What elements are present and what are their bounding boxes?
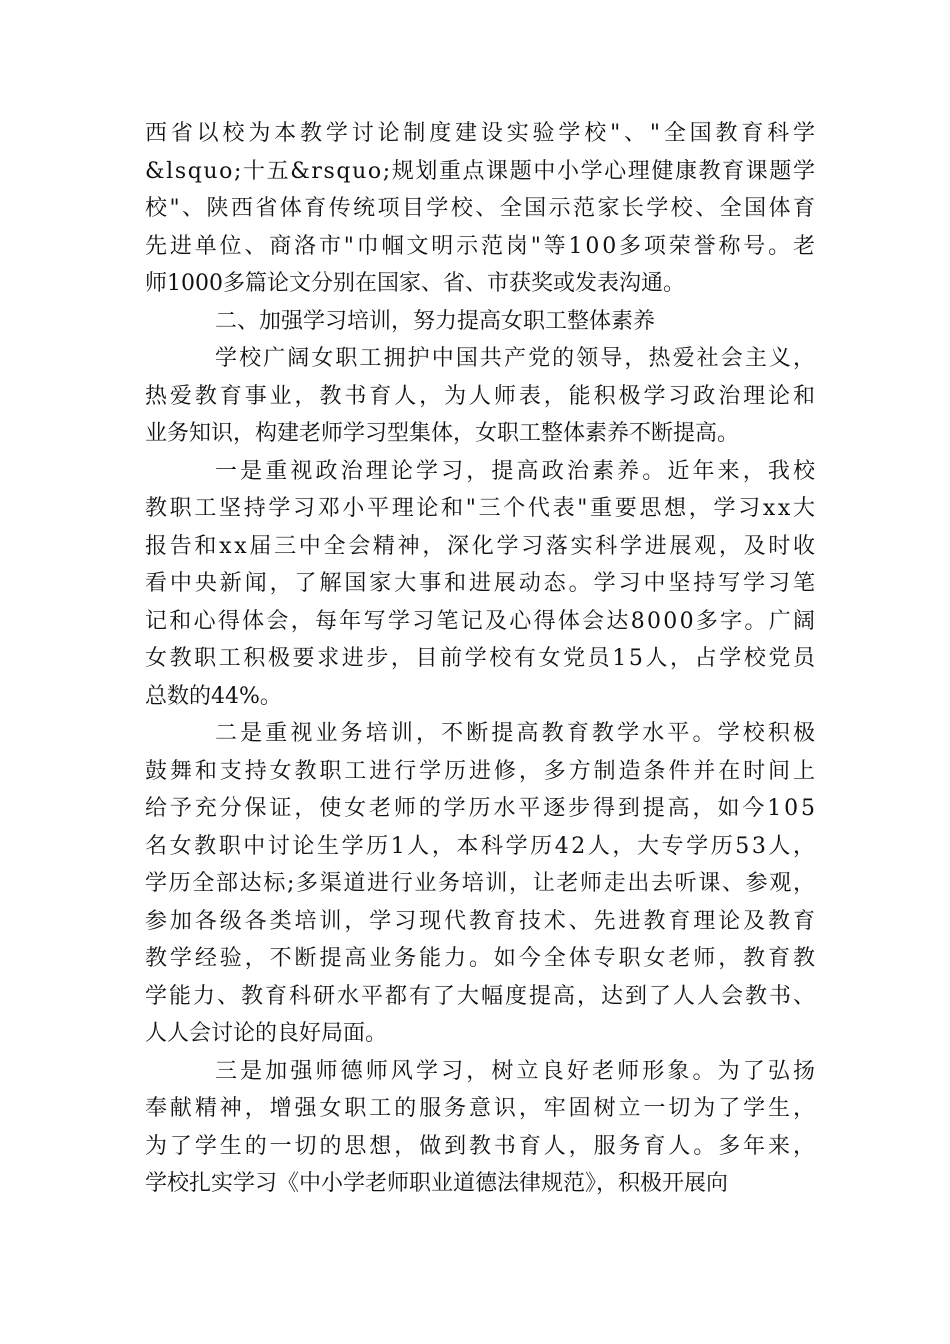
- text-line: 参加各级各类培训，学习现代教育技术、先进教育理论及教育: [145, 908, 818, 934]
- document-body: [145, 115, 819, 1203]
- text-line: 人人会讨论的良好局面。: [145, 1021, 388, 1046]
- section-heading: [145, 303, 815, 341]
- text-line: 先进单位、商洛市"巾帼文明示范岗"等100多项荣誉称号。老: [145, 233, 818, 259]
- text-line: 师1000多篇论文分别在国家、省、市获奖或发表沟通。: [145, 271, 685, 296]
- text-line: 二是重视业务培训，不断提高教育教学水平。学校积极: [215, 721, 819, 746]
- text-line: 学校扎实学习《中小学老师职业道德法律规范》，积极开展向: [145, 1171, 729, 1196]
- text-line: 名女教职中讨论生学历1人，本科学历42人，大专学历53人，: [145, 833, 818, 859]
- text-line: 给予充分保证，使女老师的学历水平逐步得到提高，如今105: [145, 796, 818, 821]
- paragraph: [145, 115, 819, 303]
- text-line: 鼓舞和支持女教职工进行学历进修，多方制造条件并在时间上: [145, 758, 818, 784]
- text-line: 为了学生的一切的思想，做到教书育人，服务育人。多年来，: [145, 1133, 818, 1159]
- text-line: 一是重视政治理论学习，提高政治素养。近年来，我校: [215, 458, 819, 484]
- paragraph: [145, 453, 819, 716]
- text-line: 看中央新闻，了解国家大事和进展动态。学习中坚持写学习笔: [145, 571, 818, 596]
- text-line: 西省以校为本教学讨论制度建设实验学校"、"全国教育科学: [145, 121, 819, 146]
- text-line: 二、加强学习培训，努力提高女职工整体素养: [215, 308, 656, 334]
- text-line: 教职工坚持学习邓小平理论和"三个代表"重要思想，学习xx大: [145, 496, 818, 521]
- text-line: 学能力、教育科研水平都有了大幅度提高，达到了人人会教书、: [145, 983, 817, 1009]
- text-line: 记和心得体会，每年写学习笔记及心得体会达8000多字。广阔: [145, 608, 818, 634]
- paragraph: [145, 1053, 819, 1203]
- text-line: 校"、陕西省体育传统项目学校、全国示范家长学校、全国体育: [145, 196, 818, 221]
- text-line: 业务知识，构建老师学习型集体，女职工整体素养不断提高。: [145, 421, 740, 446]
- text-line: 学历全部达标;多渠道进行业务培训，让老师走出去听课、参观，: [145, 871, 817, 896]
- text-line: &lsquo;十五&rsquo;规划重点课题中小学心理健康教育课题学: [145, 158, 817, 184]
- text-line: 总数的44%。: [145, 683, 282, 709]
- paragraph: [145, 340, 818, 453]
- text-line: 三是加强师德师风学习，树立良好老师形象。为了弘扬: [215, 1058, 819, 1084]
- text-line: 报告和xx届三中全会精神，深化学习落实科学进展观，及时收: [145, 533, 818, 559]
- text-line: 教学经验，不断提高业务能力。如今全体专职女老师，教育教: [145, 946, 818, 971]
- text-line: 女教职工积极要求进步，目前学校有女党员15人，占学校党员: [145, 646, 818, 671]
- paragraph: [145, 715, 819, 1053]
- text-line: 奉献精神，增强女职工的服务意识，牢固树立一切为了学生，: [145, 1096, 818, 1121]
- text-line: 热爱教育事业，教书育人，为人师表，能积极学习政治理论和: [145, 383, 818, 409]
- text-line: 学校广阔女职工拥护中国共产党的领导，热爱社会主义，: [215, 346, 818, 371]
